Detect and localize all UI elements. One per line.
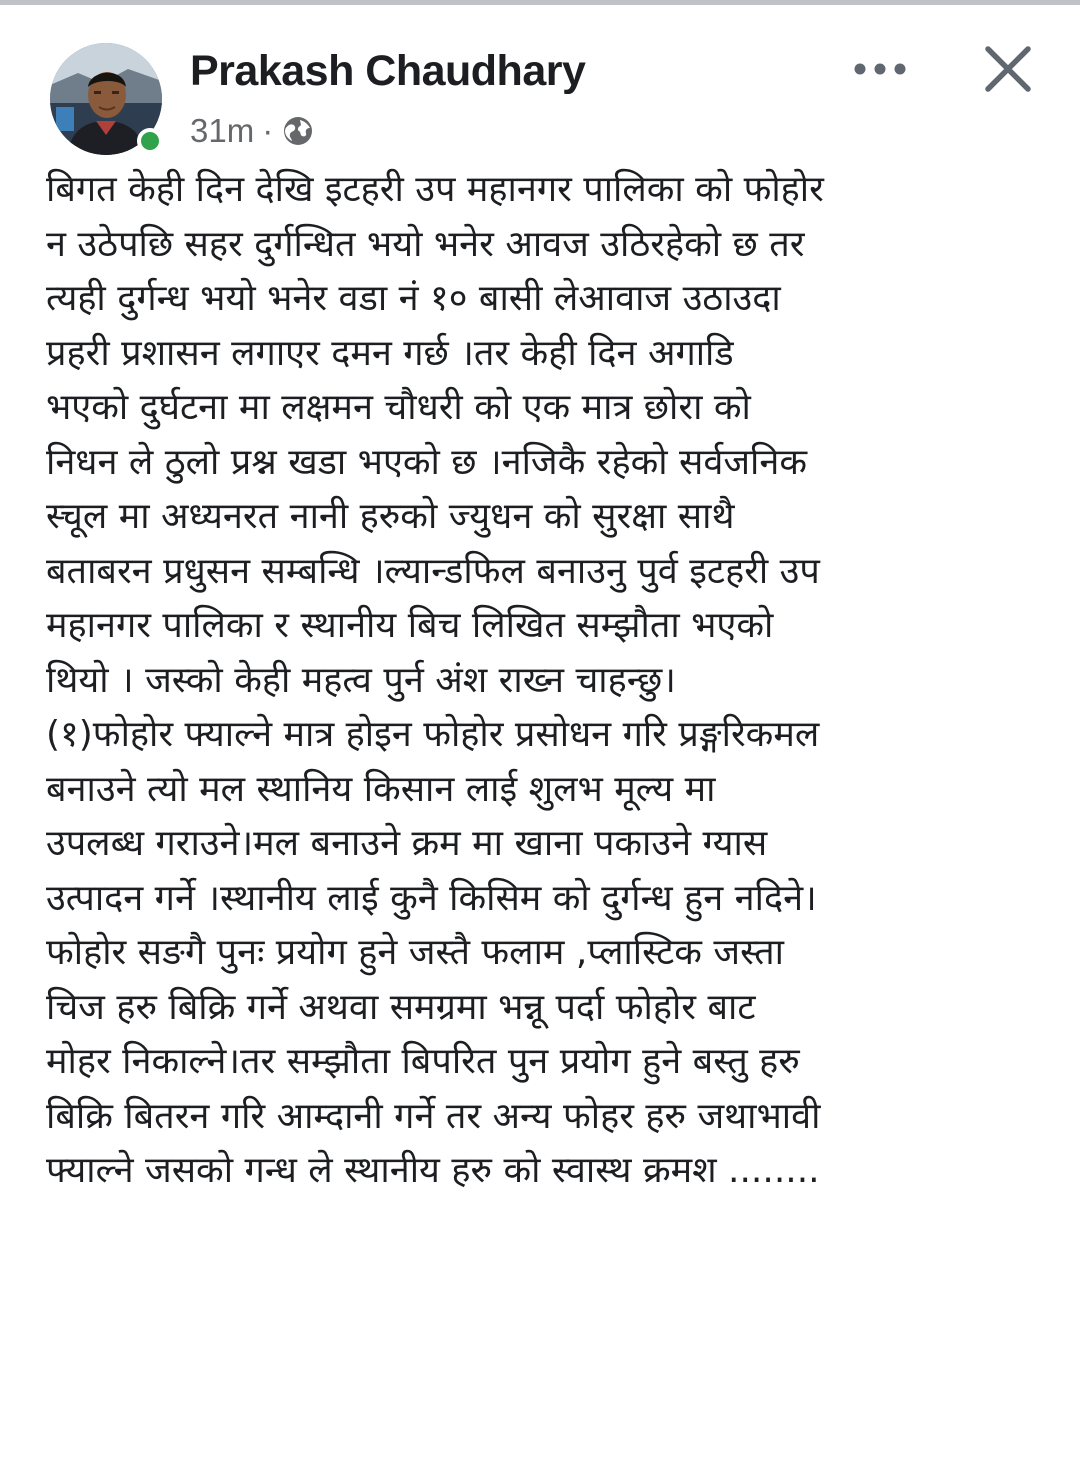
globe-icon[interactable]: [281, 114, 315, 148]
post-text-line: (१)फोहोर फ्याल्ने मात्र होइन फोहोर प्रसोधन गरि प्रङ्गरिकमल: [46, 714, 820, 755]
more-options-icon[interactable]: [848, 51, 912, 87]
post-text-line: बिगत केही दिन देखि इटहरी उप महानगर पालिका को फोहोर: [46, 169, 824, 210]
post-text-line: स्चूल मा अध्यनरत नानी हरुको ज्युधन को सुरक्षा साथै: [46, 496, 735, 537]
close-x-glyph: [978, 39, 1038, 99]
post-text-line: न उठेपछि सहर दुर्गन्धित भयो भनेर आवज उठिरहेको छ तर: [46, 223, 805, 265]
post-text-line: थियो । जस्को केही महत्व पुर्न अंश राख्न चाहन्छु।: [46, 659, 676, 701]
post-text-line: त्यही दुर्गन्ध भयो भनेर वडा नं १० बासी लेआवाज उठाउदा: [46, 278, 781, 319]
author-name-link[interactable]: Prakash Chaudhary: [190, 47, 586, 95]
post-text-line: बताबरन प्रधुसन सम्बन्धि ।ल्यान्डफिल बनाउनु पुर्व इटहरी उप: [46, 550, 820, 592]
post-text-line: उपलब्ध गराउने।मल बनाउने क्रम मा खाना पकाउने ग्यास: [46, 823, 768, 864]
facebook-post: [0, 5, 1080, 1477]
author-avatar[interactable]: [50, 43, 162, 155]
post-text-line: भएको दुर्घटना मा लक्षमन चौधरी को एक मात्र छोरा को: [46, 387, 751, 428]
more-options-dots: [848, 51, 912, 87]
post-text-line: चिज हरु बिक्रि गर्ने अथवा समग्रमा भन्नू पर्दा फोहोर बाट: [46, 986, 756, 1028]
post-text-line: प्रहरी प्रशासन लगाएर दमन गर्छ ।तर केही दिन अगाडि: [46, 332, 734, 374]
post-timestamp[interactable]: 31m: [190, 112, 255, 149]
close-icon[interactable]: [978, 39, 1038, 99]
online-status-indicator: [137, 128, 163, 154]
meta-separator: ·: [262, 112, 274, 149]
post-text-line: फ्याल्ने जसको गन्ध ले स्थानीय हरु को स्वास्थ क्रमश ........: [46, 1150, 820, 1191]
post-text-line: निधन ले ठुलो प्रश्न खडा भएको छ ।नजिकै रहेको सर्वजनिक: [46, 441, 807, 483]
post-meta: [190, 109, 315, 153]
post-text-line: उत्पादन गर्ने ।स्थानीय लाई कुनै किसिम को दुर्गन्ध हुन नदिने।: [46, 877, 817, 919]
globe-icon-glyph: [281, 114, 315, 148]
post-text-line: बनाउने त्यो मल स्थानिय किसान लाई शुलभ मूल्य मा: [46, 768, 716, 810]
post-body-text: [46, 163, 1056, 1199]
post-text-line: फोहोर सङगै पुनः प्रयोग हुने जस्तै फलाम ,प्लास्टिक जस्ता: [46, 932, 784, 973]
post-text-line: महानगर पालिका र स्थानीय बिच लिखित सम्झौता भएको: [46, 605, 774, 646]
post-text-line: बिक्रि बितरन गरि आम्दानी गर्ने तर अन्य फोहर हरु जथाभावी: [46, 1095, 821, 1137]
post-text-line: मोहर निकाल्ने।तर सम्झौता बिपरित पुन प्रयोग हुने बस्तु हरु: [46, 1041, 800, 1082]
